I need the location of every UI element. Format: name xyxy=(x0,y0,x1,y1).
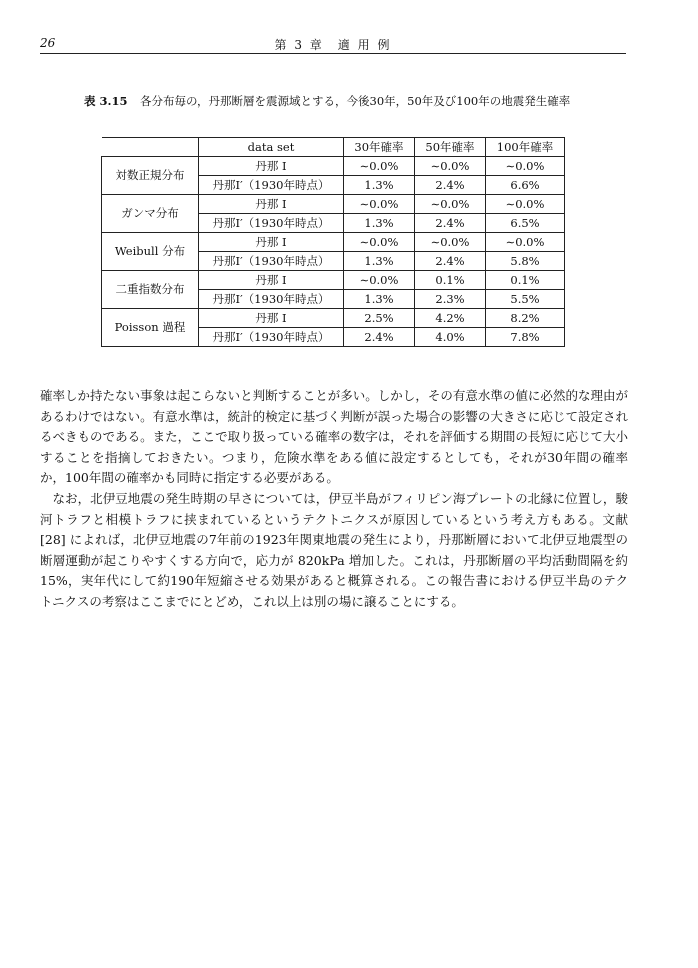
value-cell: ∼0.0% xyxy=(344,157,415,176)
dataset-cell: 丹那I′（1930年時点） xyxy=(199,176,344,195)
value-cell: ∼0.0% xyxy=(344,233,415,252)
column-header: 30年確率 xyxy=(344,138,415,157)
distribution-name-cell: Poisson 過程 xyxy=(102,309,199,347)
value-cell: 2.4% xyxy=(415,176,486,195)
value-cell: 2.4% xyxy=(415,252,486,271)
dataset-cell: 丹那 I xyxy=(199,157,344,176)
value-cell: 6.5% xyxy=(486,214,565,233)
body-paragraph: なお，北伊豆地震の発生時期の早さについては，伊豆半島がフィリピン海プレートの北縁に位置し，駿河トラフと相模トラフに挟まれているというテクトニクスが原因しているという考え方もある。文献 [28] によれば，北伊豆地震の7年前の1923年関東地震の発生により，丹那断層において北伊豆地震型の断層運動が起こりやすくする方向で，応力が 820kPa 増加した。これは，丹那断層の平均活動間隔を約 15%，実年代にして約190年短縮させる効果があると概算される。この報告書における伊豆半島のテクトニクスの考察はここまでにとどめ，これ以上は別の場に譲ることにする。 xyxy=(40,490,628,609)
value-cell: 7.8% xyxy=(486,328,565,347)
dataset-cell: 丹那 I xyxy=(199,309,344,328)
table-row xyxy=(102,271,565,290)
distribution-name-cell: Weibull 分布 xyxy=(102,233,199,271)
dataset-cell: 丹那 I xyxy=(199,195,344,214)
value-cell: ∼0.0% xyxy=(486,157,565,176)
body-paragraph: 確率しか持たない事象は起こらないと判断することが多い。しかし，その有意水準の値に必然的な理由があるわけではない。有意水準は，統計的検定に基づく判断が誤った場合の影響の大きさに応じて設定されるべきものである。また，ここで取り扱っている確率の数字は，それを評価する期間の長短に応じて大小することを指摘しておきたい。つまり，危険水準をある値に設定するとしても，それが30年間の確率か，100年間の確率かも同時に指定する必要がある。 xyxy=(40,388,628,486)
value-cell: ∼0.0% xyxy=(415,157,486,176)
value-cell: 4.0% xyxy=(415,328,486,347)
value-cell: 0.1% xyxy=(415,271,486,290)
value-cell: 2.4% xyxy=(415,214,486,233)
value-cell: ∼0.0% xyxy=(415,233,486,252)
column-header: data set xyxy=(199,138,344,157)
column-header: 50年確率 xyxy=(415,138,486,157)
table-row xyxy=(102,195,565,214)
value-cell: 6.6% xyxy=(486,176,565,195)
value-cell: 5.5% xyxy=(486,290,565,309)
table-header-row xyxy=(102,138,565,157)
page-number: 26 xyxy=(40,36,56,50)
column-header: 100年確率 xyxy=(486,138,565,157)
dataset-cell: 丹那I′（1930年時点） xyxy=(199,328,344,347)
value-cell: 8.2% xyxy=(486,309,565,328)
value-cell: 2.5% xyxy=(344,309,415,328)
value-cell: 1.3% xyxy=(344,252,415,271)
distribution-name-cell: 二重指数分布 xyxy=(102,271,199,309)
dataset-cell: 丹那I′（1930年時点） xyxy=(199,290,344,309)
body-text xyxy=(40,386,628,613)
value-cell: 2.4% xyxy=(344,328,415,347)
value-cell: 4.2% xyxy=(415,309,486,328)
probability-table xyxy=(101,137,565,347)
value-cell: 1.3% xyxy=(344,176,415,195)
table-row xyxy=(102,233,565,252)
chapter-title: 第 3 章 適 用 例 xyxy=(274,38,392,52)
table-caption-label: 表 3.15 xyxy=(84,94,128,108)
dataset-cell: 丹那 I xyxy=(199,271,344,290)
table-row xyxy=(102,157,565,176)
table-row xyxy=(102,309,565,328)
distribution-name-cell: ガンマ分布 xyxy=(102,195,199,233)
value-cell: ∼0.0% xyxy=(344,195,415,214)
dataset-cell: 丹那I′（1930年時点） xyxy=(199,214,344,233)
value-cell: 2.3% xyxy=(415,290,486,309)
value-cell: ∼0.0% xyxy=(415,195,486,214)
dataset-cell: 丹那 I xyxy=(199,233,344,252)
value-cell: 1.3% xyxy=(344,290,415,309)
distribution-name-cell: 対数正規分布 xyxy=(102,157,199,195)
table-caption-text: 各分布毎の，丹那断層を震源域とする，今後30年，50年及び100年の地震発生確率 xyxy=(140,94,571,108)
table-corner-cell xyxy=(102,138,199,157)
value-cell: 0.1% xyxy=(486,271,565,290)
value-cell: ∼0.0% xyxy=(344,271,415,290)
value-cell: 5.8% xyxy=(486,252,565,271)
value-cell: ∼0.0% xyxy=(486,195,565,214)
value-cell: 1.3% xyxy=(344,214,415,233)
running-header xyxy=(40,36,626,54)
dataset-cell: 丹那I′（1930年時点） xyxy=(199,252,344,271)
value-cell: ∼0.0% xyxy=(486,233,565,252)
